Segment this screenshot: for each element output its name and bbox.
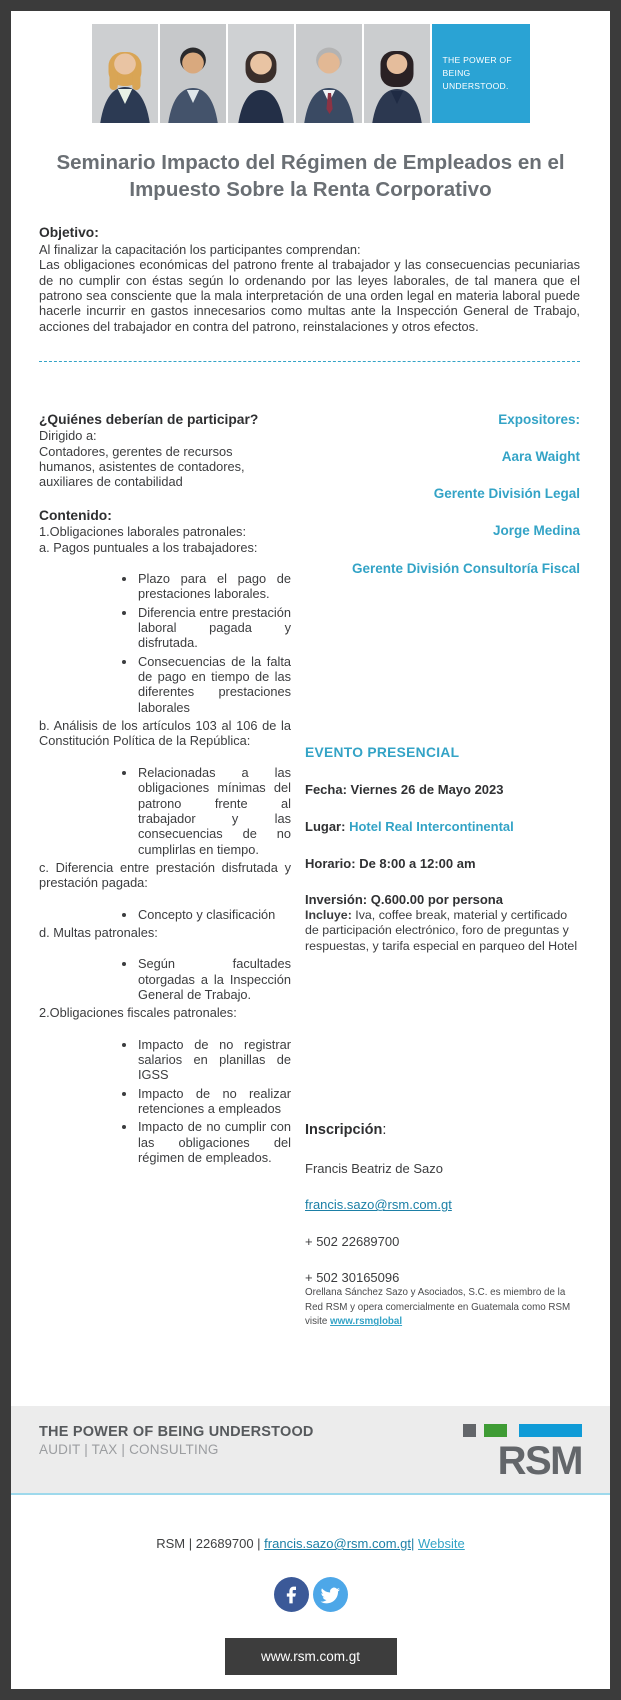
- footer-contact-section: [11, 1495, 610, 1689]
- email-card: [11, 11, 610, 1689]
- event-price-value: Q.600.00 por persona: [370, 892, 503, 908]
- event-price-label: Inversión:: [305, 892, 368, 908]
- objective-body: Las obligaciones económicas del patrono frente al trabajador y las consecuencias pecuniarias de no cumplir con éstas según lo ordenando por las leyes laborales, de tal manera que el patrono sea consciente que la mala interpretación de una orden legal en materia laboral puede hacerle incurrir en gastos innecesarios como multas ante la Inspección General de Trabajo, acciones del trabajador en contra del patrono, reinstalaciones y otros efectos.: [39, 257, 580, 334]
- bullet-item: • Según facultades otorgadas a la Inspección General de Trabajo.: [137, 956, 291, 1002]
- portrait-photo-4: [296, 24, 362, 123]
- event-schedule-value: De 8:00 a 12:00 am: [359, 855, 476, 871]
- facebook-icon[interactable]: [274, 1577, 309, 1612]
- footer-tagline-line1: THE POWER OF BEING UNDERSTOOD: [39, 1424, 314, 1440]
- left-column: [39, 412, 291, 1330]
- includes-text: Iva, coffee break, material y certificado de participación electrónico, foro de preguntas y respuestas, y tarifa especial en parqueo del Hotel: [305, 907, 578, 953]
- footer-tagline: [39, 1424, 314, 1457]
- event-date-line: [305, 782, 580, 798]
- participants-heading: ¿Quiénes deberían de participar?: [39, 411, 259, 427]
- footer-contact-line: RSM | 22689700 | francis.sazo@rsm.com.gt| Website: [156, 1536, 465, 1551]
- inscription-contact-name: Francis Beatriz de Sazo: [305, 1160, 444, 1176]
- speaker-name: Aara Waight: [501, 449, 580, 465]
- banner-tagline-box: [432, 24, 530, 123]
- contenido-heading: Contenido:: [39, 507, 112, 523]
- bullet-item: • Plazo para el pago de prestaciones laborales.: [137, 571, 291, 602]
- header-banner: [92, 24, 530, 123]
- membership-disclaimer: Orellana Sánchez Sazo y Asociados, S.C. es miembro de la Red RSM y opera comercialmente en Guatemala como RSM visite www.rsmglobal: [305, 1287, 571, 1328]
- event-location-value: Hotel Real Intercontinental: [349, 818, 514, 834]
- event-type-heading: EVENTO PRESENCIAL: [305, 744, 460, 760]
- bullet-item: • Impacto de no cumplir con las obligaciones del régimen de empleados.: [137, 1119, 291, 1165]
- portrait-photo-3: [228, 24, 294, 123]
- contenido-item-1c: c. Diferencia entre prestación disfrutada y prestación pagada:: [39, 859, 291, 891]
- dashed-divider: [39, 361, 580, 362]
- event-location-label: Lugar:: [305, 818, 346, 834]
- bullet-list-1b: [39, 765, 291, 857]
- bullet-list-2: [39, 1037, 291, 1166]
- footer-email-link[interactable]: francis.sazo@rsm.com.gt|: [264, 1536, 415, 1551]
- bullet-item: • Diferencia entre prestación laboral pagada y disfrutada.: [137, 605, 291, 651]
- bullet-item: • Consecuencias de la falta de pago en tiempo de las diferentes prestaciones laborales: [137, 654, 291, 715]
- banner-tagline-line1: THE POWER OF: [442, 54, 512, 65]
- includes-label: Incluye:: [305, 907, 352, 922]
- right-column: [291, 412, 580, 1330]
- speaker-role: Gerente División Consultoría Fiscal: [351, 560, 580, 576]
- two-column-section: [39, 412, 580, 1330]
- event-location-line: [305, 819, 580, 835]
- bullet-item: • Impacto de no registrar salarios en planillas de IGSS: [137, 1037, 291, 1083]
- contenido-item-2: 2.Obligaciones fiscales patronales:: [39, 1005, 237, 1021]
- objective-intro: Al finalizar la capacitación los participantes comprendan:: [39, 241, 361, 257]
- inscription-heading: Inscripción:: [305, 1122, 387, 1139]
- portrait-photo-5: [364, 24, 430, 123]
- page-title: Seminario Impacto del Régimen de Empleados en el Impuesto Sobre la Renta Corporativo: [56, 151, 565, 201]
- bullet-item: • Relacionadas a las obligaciones mínimas del patrono frente al trabajador y las consecuencias de no cumplirlas en tiempo.: [137, 765, 291, 857]
- website-button[interactable]: www.rsm.com.gt: [225, 1638, 397, 1675]
- bullet-list-1c: [39, 907, 291, 922]
- speaker-role: Gerente División Legal: [433, 486, 580, 502]
- banner-tagline-line2: BEING UNDERSTOOD.: [442, 67, 509, 92]
- event-details-block: [305, 745, 580, 908]
- bullet-list-1d: [39, 956, 291, 1002]
- footer-tagline-line2: AUDIT | TAX | CONSULTING: [39, 1442, 219, 1457]
- main-content: [11, 203, 610, 1394]
- bullet-item: • Impacto de no realizar retenciones a empleados: [137, 1086, 291, 1117]
- objective-heading: Objetivo:: [39, 225, 99, 241]
- contenido-item-1d: d. Multas patronales:: [39, 924, 158, 940]
- contenido-item-1: 1.Obligaciones laborales patronales:: [39, 524, 247, 540]
- speakers-block: [305, 412, 580, 577]
- portrait-photo-2: [160, 24, 226, 123]
- event-date-label: Fecha:: [305, 782, 347, 798]
- footer-brand-strip: [11, 1406, 610, 1495]
- event-includes: [305, 908, 580, 955]
- social-icons: [11, 1577, 610, 1612]
- rsmglobal-link[interactable]: www.rsmglobal: [330, 1316, 403, 1328]
- contenido-item-1b: b. Análisis de los artículos 103 al 106 de la Constitución Política de la República:: [39, 718, 291, 749]
- footer-website-link[interactable]: Website: [418, 1536, 465, 1551]
- event-schedule-line: [305, 856, 580, 872]
- event-date-value: Viernes 26 de Mayo 2023: [350, 782, 504, 798]
- inscription-phone-1: + 502 22689700: [305, 1233, 400, 1249]
- rsm-logo-block-green: [484, 1424, 507, 1437]
- twitter-icon[interactable]: [313, 1577, 348, 1612]
- event-price-line: [305, 892, 580, 908]
- inscription-email-link[interactable]: francis.sazo@rsm.com.gt: [305, 1197, 452, 1213]
- event-schedule-label: Horario:: [305, 855, 356, 871]
- contenido-item-1a: a. Pagos puntuales a los trabajadores:: [39, 539, 258, 555]
- speakers-heading: Expositores:: [498, 411, 580, 427]
- rsm-logo: [463, 1424, 582, 1481]
- inscription-phone-2: + 502 30165096: [305, 1270, 400, 1286]
- bullet-list-1a: [39, 571, 291, 715]
- dirigido-text: Contadores, gerentes de recursos humanos, asistentes de contadores, auxiliares de contabilidad: [39, 443, 245, 490]
- inscription-email-line: [305, 1197, 580, 1213]
- inscription-block: [305, 1122, 580, 1286]
- rsm-logo-blocks: [463, 1424, 582, 1437]
- speaker-name: Jorge Medina: [492, 523, 580, 539]
- bullet-item: • Concepto y clasificación: [137, 907, 291, 922]
- dirigido-label: Dirigido a:: [39, 428, 97, 444]
- rsm-logo-block-blue: [519, 1424, 582, 1437]
- rsm-logo-block-gray: [463, 1424, 476, 1437]
- portrait-photo-1: [92, 24, 158, 123]
- rsm-logo-text: RSM: [497, 1439, 582, 1483]
